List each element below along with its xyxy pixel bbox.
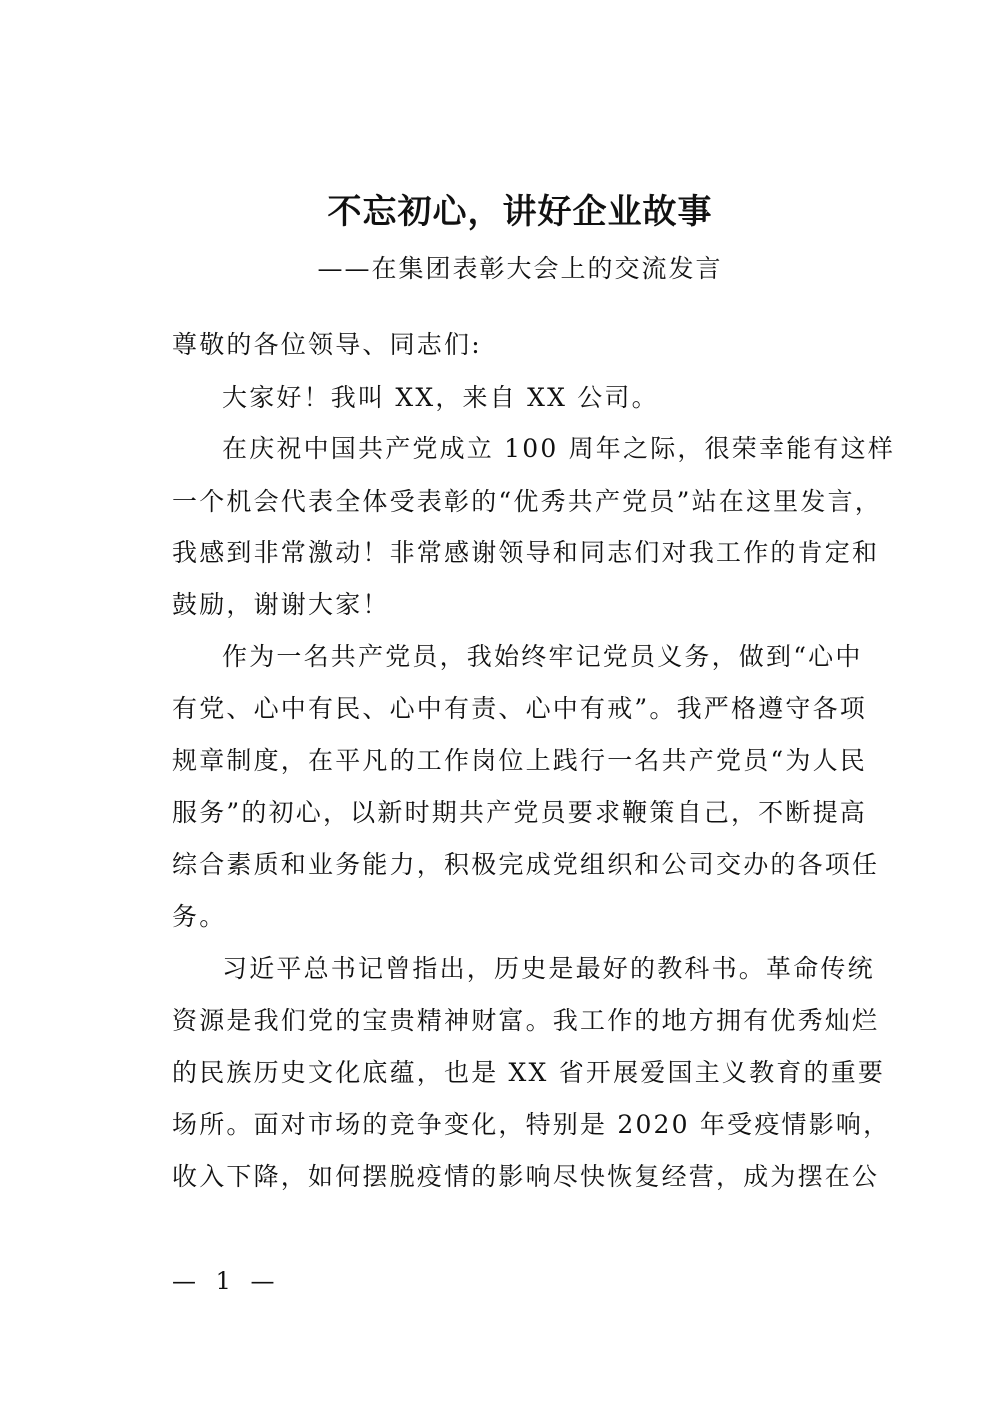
paragraph-1-line-2: 一个机会代表全体受表彰的“优秀共产党员”站在这里发言， [172,487,882,516]
paragraph-1-line-3: 我感到非常激动！非常感谢领导和同志们对我工作的肯定和 [172,538,880,567]
paragraph-3-line-4: 场所。面对市场的竞争变化，特别是 2020 年受疫情影响， [172,1110,891,1139]
paragraph-2-line-3: 规章制度，在平凡的工作岗位上践行一名共产党员“为人民 [172,746,867,775]
paragraph-2-line-4: 服务”的初心，以新时期共产党员要求鞭策自己，不断提高 [172,798,867,827]
paragraph-2-line-6: 务。 [172,902,227,931]
paragraph-3-line-5: 收入下降，如何摆脱疫情的影响尽快恢复经营，成为摆在公 [172,1162,880,1191]
paragraph-3-line-3: 的民族历史文化底蕴，也是 XX 省开展爱国主义教育的重要 [172,1058,886,1087]
greeting-line: 大家好！我叫 XX，来自 XX 公司。 [222,383,659,412]
document-subtitle: ——在集团表彰大会上的交流发言 [317,254,723,283]
paragraph-2-line-1: 作为一名共产党员，我始终牢记党员义务，做到“心中 [222,642,863,671]
document-title: 不忘初心，讲好企业故事 [327,192,713,232]
page-number: — 1 — [172,1267,281,1295]
paragraph-1-line-1: 在庆祝中国共产党成立 100 周年之际，很荣幸能有这样 [222,434,896,463]
paragraph-2-line-5: 综合素质和业务能力，积极完成党组织和公司交办的各项任 [172,850,880,879]
salutation-line: 尊敬的各位领导、同志们: [172,330,482,359]
paragraph-2-line-2: 有党、心中有民、心中有责、心中有戒”。我严格遵守各项 [172,694,867,723]
paragraph-3-line-2: 资源是我们党的宝贵精神财富。我工作的地方拥有优秀灿烂 [172,1006,880,1035]
paragraph-1-line-4: 鼓励，谢谢大家！ [172,590,390,619]
paragraph-3-line-1: 习近平总书记曾指出，历史是最好的教科书。革命传统 [222,954,875,983]
